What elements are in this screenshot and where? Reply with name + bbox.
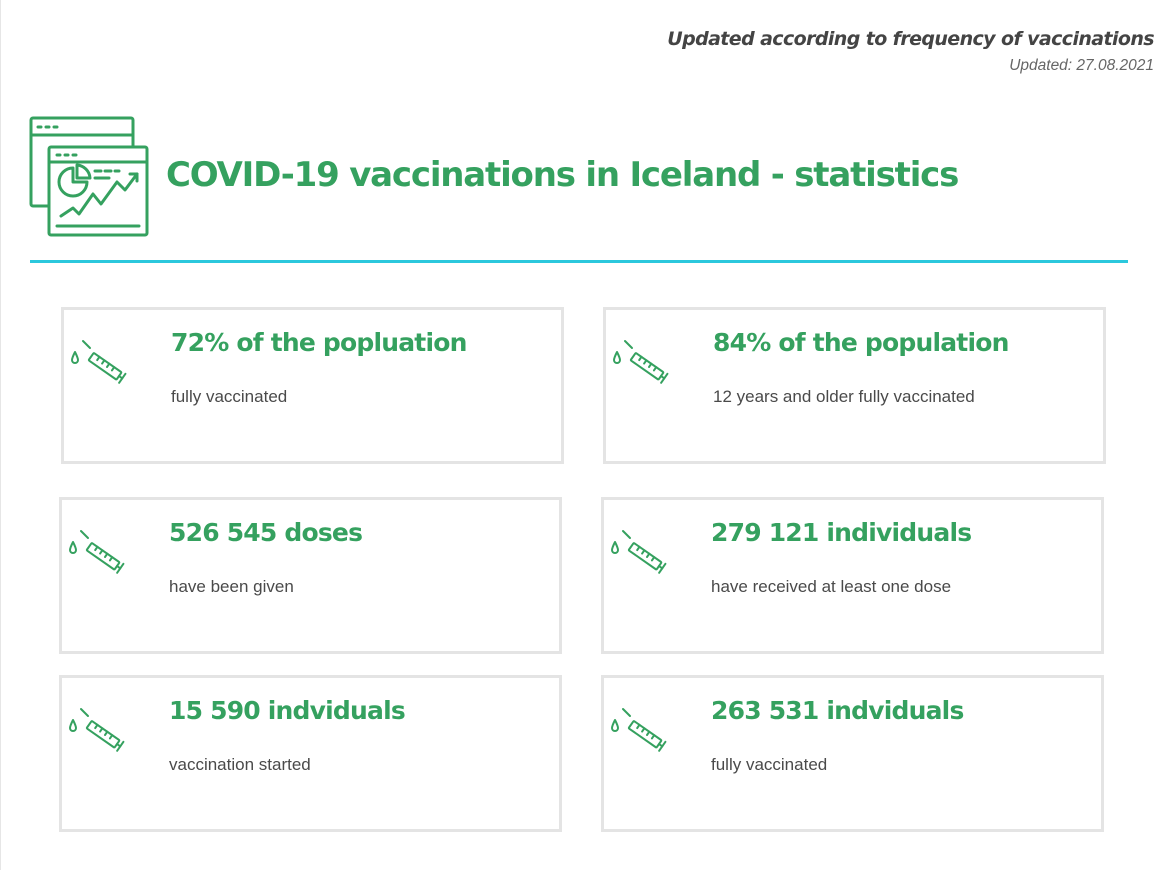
stat-value: 263 531 indviduals <box>711 696 964 725</box>
stat-card-doses-given <box>59 497 562 654</box>
stat-label: fully vaccinated <box>711 755 828 774</box>
syringe-icon <box>609 698 669 753</box>
stat-label: have been given <box>169 577 294 596</box>
page-header <box>29 116 1129 238</box>
syringe-icon <box>69 330 129 385</box>
stat-value: 72% of the popluation <box>171 328 467 357</box>
stat-label: 12 years and older fully vaccinated <box>713 387 975 406</box>
stat-value: 279 121 individuals <box>711 518 972 547</box>
stat-value: 84% of the population <box>713 328 1009 357</box>
stat-value: 15 590 indviduals <box>169 696 405 725</box>
stat-card-fully-vaccinated-percent <box>61 307 564 464</box>
stat-card-at-least-one-dose <box>601 497 1104 654</box>
stat-card-fully-vaccinated-count <box>601 675 1104 832</box>
stat-label: fully vaccinated <box>171 387 288 406</box>
syringe-icon <box>67 698 127 753</box>
stat-label: vaccination started <box>169 755 311 774</box>
page-title: COVID-19 vaccinations in Iceland - statistics <box>166 155 959 195</box>
syringe-icon <box>67 520 127 575</box>
header-divider <box>30 260 1128 263</box>
stat-value: 526 545 doses <box>169 518 363 547</box>
update-frequency-note: Updated according to frequency of vaccinations <box>667 28 1154 50</box>
update-note <box>667 26 1154 75</box>
syringe-icon <box>611 330 671 385</box>
stat-card-vaccination-started <box>59 675 562 832</box>
update-date: Updated: 27.08.2021 <box>1009 57 1154 74</box>
stat-label: have received at least one dose <box>711 577 952 596</box>
syringe-icon <box>609 520 669 575</box>
statistics-dashboard-icon <box>29 116 151 238</box>
page-left-border <box>0 0 1 870</box>
stat-card-12-plus-percent <box>603 307 1106 464</box>
